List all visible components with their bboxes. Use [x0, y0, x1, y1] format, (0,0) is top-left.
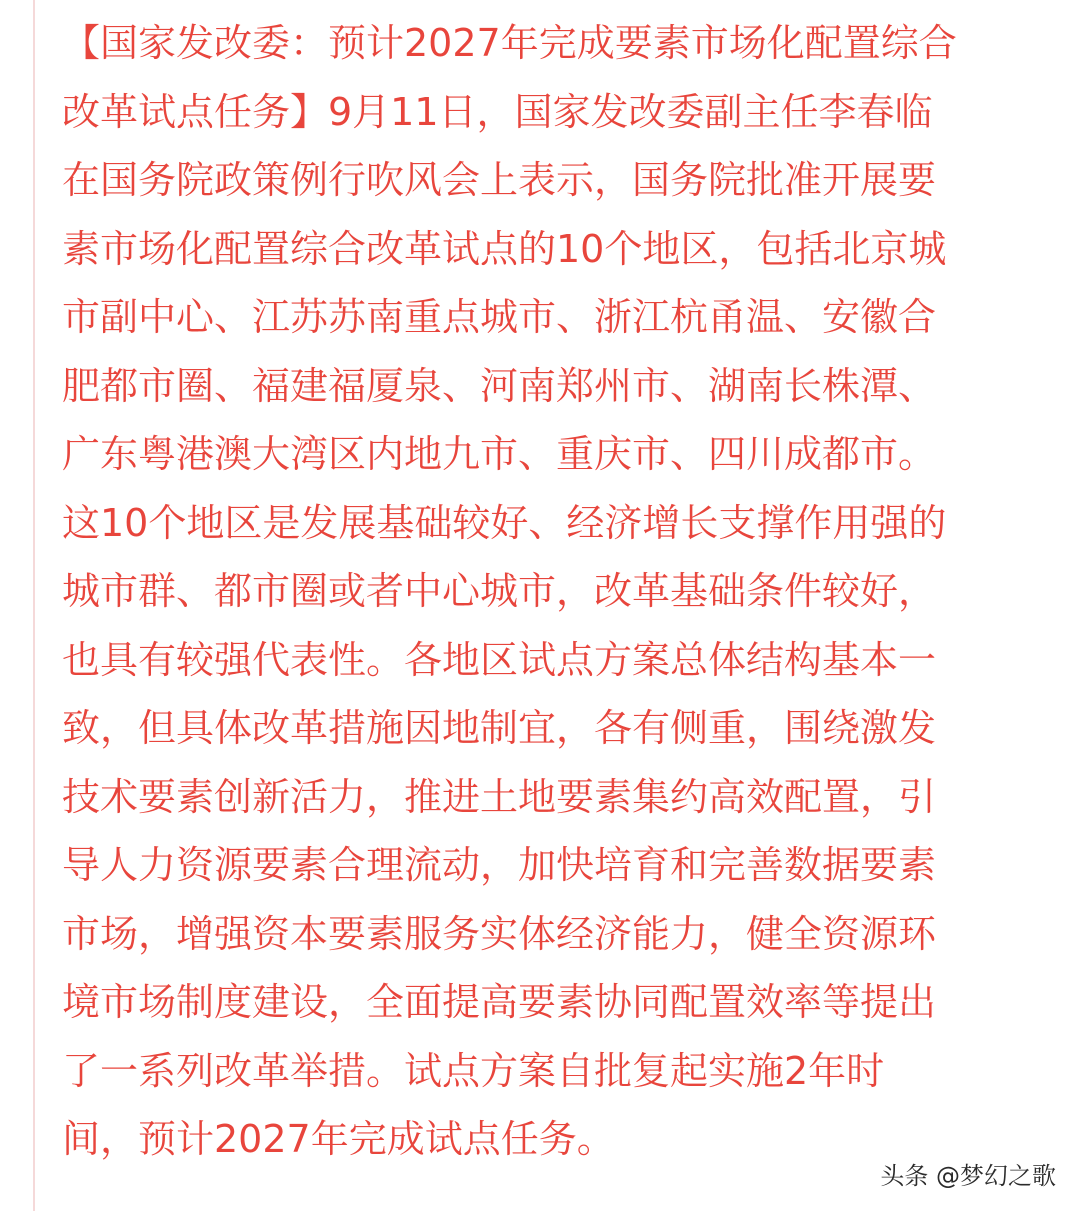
watermark: 头条 @梦幻之歌	[880, 1162, 1056, 1190]
article-line: 素市场化配置综合改革试点的10个地区，包括北京城	[62, 226, 947, 271]
article-line: 致，但具体改革措施因地制宜，各有侧重，围绕激发	[62, 706, 937, 750]
article-line: 这10个地区是发展基础较好、经济增长支撑作用强的	[62, 500, 947, 545]
article-line: 肥都市圈、福建福厦泉、河南郑州市、湖南长株潭、	[62, 363, 937, 408]
left-divider	[33, 0, 35, 1211]
article-line: 改革试点任务】9月11日，国家发改委副主任李春临	[62, 89, 933, 134]
article-line: 了一系列改革举措。试点方案自批复起实施2年时	[62, 1048, 885, 1093]
article-line: 也具有较强代表性。各地区试点方案总体结构基本一	[62, 637, 937, 682]
article-line: 市场，增强资本要素服务实体经济能力，健全资源环	[62, 911, 937, 956]
article-line: 间，预计2027年完成试点任务。	[62, 1117, 615, 1161]
article-line: 【国家发改委：预计2027年完成要素市场化配置综合	[62, 21, 957, 65]
article-line: 技术要素创新活力，推进土地要素集约高效配置，引	[62, 774, 937, 819]
article-line: 导人力资源要素合理流动，加快培育和完善数据要素	[62, 843, 937, 887]
article-line: 市副中心、江苏苏南重点城市、浙江杭甬温、安徽合	[62, 295, 937, 339]
article-line: 境市场制度建设，全面提高要素协同配置效率等提出	[62, 980, 937, 1024]
article-line: 城市群、都市圈或者中心城市，改革基础条件较好，	[62, 569, 937, 613]
article-line: 广东粤港澳大湾区内地九市、重庆市、四川成都市。	[62, 432, 937, 476]
article-line: 在国务院政策例行吹风会上表示，国务院批准开展要	[62, 158, 937, 202]
article-body	[62, 0, 1062, 1174]
